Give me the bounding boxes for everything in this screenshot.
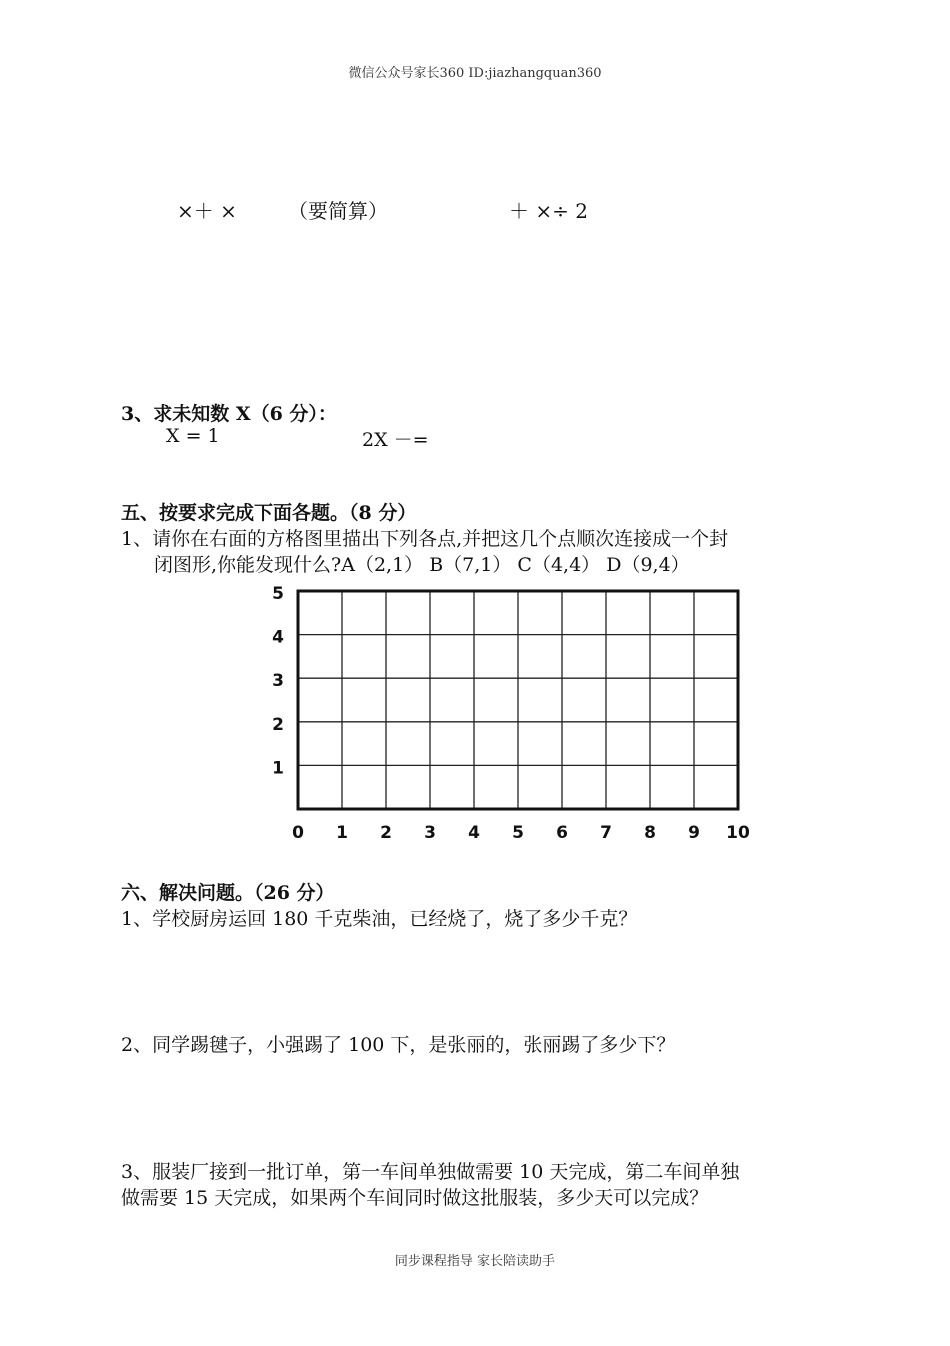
y-tick-label: 1	[272, 758, 284, 779]
section6-question1: 1、学校厨房运回 180 千克柴油，已经烧了，烧了多少千克？	[121, 908, 638, 930]
y-tick-label: 4	[272, 627, 284, 648]
section5-title: 五、按要求完成下面各题。（8 分）	[121, 502, 417, 524]
x-tick-label: 4	[468, 823, 480, 843]
x-tick-label: 1	[336, 823, 348, 843]
section6-question3-line2: 做需要 15 天完成，如果两个车间同时做这批服装，多少天可以完成？	[121, 1187, 709, 1209]
x-tick-label: 8	[644, 823, 656, 843]
y-tick-label: 2	[272, 714, 284, 735]
x-tick-label: 2	[380, 823, 392, 843]
y-tick-label: 3	[272, 671, 284, 692]
section6-question3-line1: 3、服装厂接到一批订单，第一车间单独做需要 10 天完成，第二车间单独	[121, 1161, 740, 1183]
page-header: 微信公众号家长360 ID:jiazhangquan360	[348, 66, 602, 81]
x-tick-label: 9	[688, 823, 700, 843]
x-tick-label: 7	[600, 823, 612, 843]
expression-right: ＋ ×÷ 2	[509, 199, 588, 223]
expression-left: ×＋ ×	[177, 199, 237, 223]
section5-question1-line1: 1、请你在右面的方格图里描出下列各点,并把这几个点顺次连接成一个封	[121, 528, 729, 550]
equation-1: X = 1	[166, 425, 220, 447]
x-tick-label: 10	[726, 823, 750, 843]
x-tick-label: 5	[512, 823, 524, 843]
x-tick-label: 0	[292, 823, 304, 843]
y-tick-label: 5	[272, 584, 284, 604]
section5-question1-line2: 闭图形,你能发现什么?A（2,1） B（7,1） C（4,4） D（9,4）	[154, 554, 690, 576]
equation-2: 2X －=	[362, 429, 429, 451]
grid-svg	[260, 578, 780, 848]
page-footer: 同步课程指导 家长陪读助手	[394, 1254, 556, 1269]
x-tick-label: 3	[424, 823, 436, 843]
section3-title: 3、求未知数 X（6 分）：	[121, 403, 337, 425]
section6-title: 六、解决问题。（26 分）	[121, 882, 335, 904]
x-tick-label: 6	[556, 823, 568, 843]
section6-question2: 2、同学踢毽子，小强踢了 100 下，是张丽的，张丽踢了多少下？	[121, 1034, 676, 1056]
simplify-note: （要简算）	[288, 199, 388, 223]
coordinate-grid	[260, 578, 780, 848]
